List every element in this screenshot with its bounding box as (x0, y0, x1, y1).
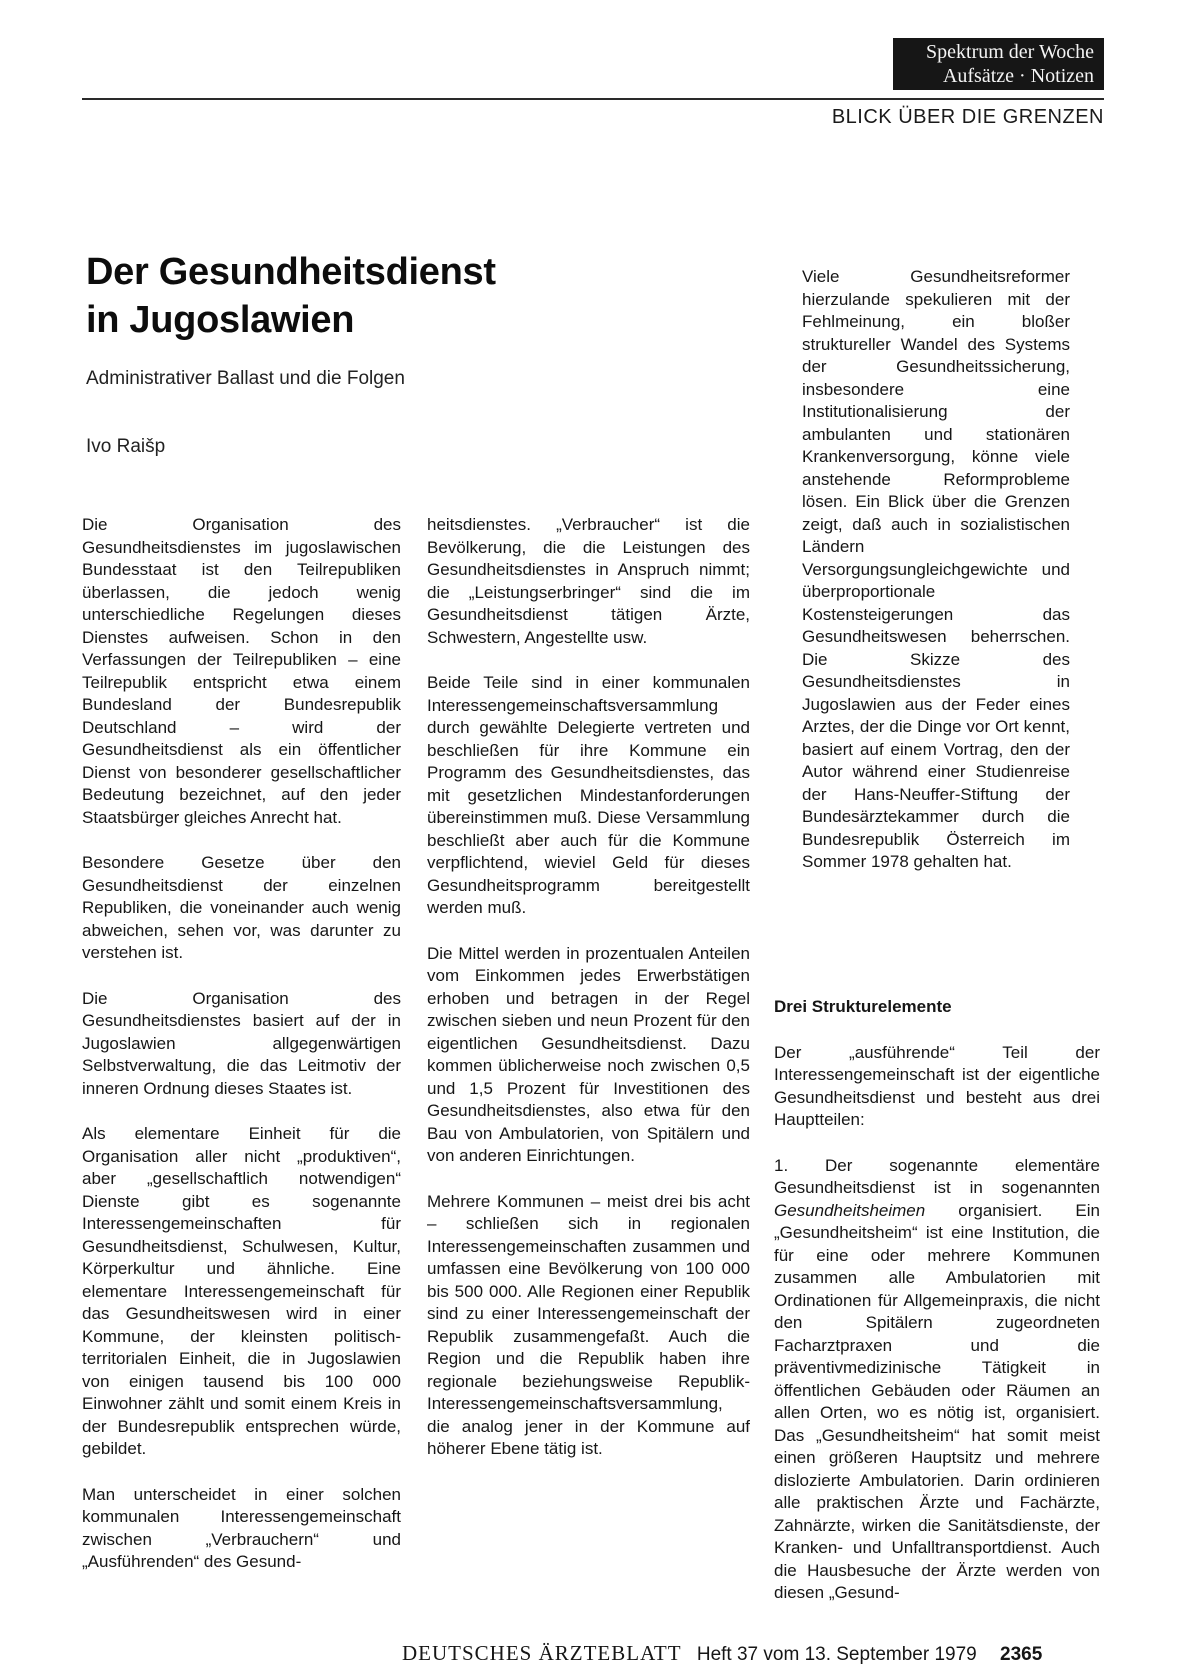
page-footer (402, 1641, 1042, 1666)
issue-info: Heft 37 vom 13. September 1979 (696, 1644, 977, 1665)
paragraph (774, 1155, 1100, 1605)
article-subtitle: Administrativer Ballast und die Folgen (86, 368, 405, 389)
page-number: 2365 (1000, 1644, 1043, 1665)
paragraph: heitsdienstes. „Verbraucher“ ist die Bevölkerung, die die Leistungen des Gesundheitsdienstes in Anspruch nimmt; die „Leistungserbringer“ sind die im Gesundheitsdienst tätigen Ärzte, Schwestern, Angestellte usw. (427, 515, 750, 647)
paragraph: Als elementare Einheit für die Organisation aller nicht „produktiven“, aber „gesellschaftlich notwendigen“ Dienste gibt es sogenannte Interessengemeinschaften für Gesundheitsdienst, Schulwesen, Kultur, Körperkultur und ähnliche. Eine elementare Interessengemeinschaft für das Gesundheitswesen wird in einer Kommune, der kleinsten politisch-territorialen Einheit, die in Jugoslawien von einigen tausend bis 100 000 Einwohner zählt und somit einem Kreis in der Bundesrepublik entsprechen würde, gebildet. (82, 1124, 401, 1458)
journal-name: DEUTSCHES ÄRZTEBLATT (402, 1641, 682, 1665)
column-1 (82, 514, 401, 1574)
section-tag-line1: Spektrum der Woche (926, 41, 1094, 63)
paragraph: Die Mittel werden in prozentualen Anteilen vom Einkommen jedes Erwerbstätigen erhoben und betragen in der Regel zwischen sieben und neun Prozent für den eigentlichen Gesundheitsdienst. Dazu kommen üblicherweise noch zwischen 0,5 und 1,5 Prozent für Investitionen des Gesundheitsdienstes, also etwa für den Bau von Ambulatorien, von Spitälern und von anderen Einrichtungen. (427, 943, 750, 1165)
paragraph: Beide Teile sind in einer kommunalen Interessengemeinschaftsversammlung durch gewählte Delegierte vertreten und beschließen für ihre Kommune ein Programm des Gesundheitsdienstes, das mit gesetzlichen Mindestanforderungen übereinstimmen muß. Diese Versammlung beschließt aber auch für die Kommune verpflichtend, wieviel Geld für dieses Gesundheitsprogramm bereitgestellt werden muß. (427, 673, 750, 917)
section-tag (893, 38, 1104, 90)
paragraph: Die Organisation des Gesundheitsdienstes im jugoslawischen Bundesstaat ist den Teilrepubliken überlassen, die jedoch wenig unterschiedliche Regelungen dieses Dienstes aufweisen. Schon in den Verfassungen der Teilrepubliken – eine Teilrepublik entspricht etwa einem Bundesland der Bundesrepublik Deutschland – wird der Gesundheitsdienst als ein öffentlicher Dienst von besonderer gesellschaftlicher Bedeutung bezeichnet, auf den jeder Staatsbürger gleiches Anrecht hat. (82, 515, 401, 827)
section-heading: Drei Strukturelemente (774, 997, 952, 1016)
title-line-1: Der Gesundheitsdienst (86, 251, 496, 293)
lead-paragraph: Viele Gesundheitsreformer hierzulande spekulieren mit der Fehlmeinung, ein bloßer struktureller Wandel des Systems der Gesundheitssicherung, insbesondere eine Institutionalisierung der ambulanten und stationären Krankenversorgung, könne viele anstehende Reformprobleme lösen. Ein Blick über die Grenzen zeigt, daß auch in sozialistischen Ländern Versorgungsungleichgewichte und überproportionale Kostensteigerungen das Gesundheitswesen beherrschen. Die Skizze des Gesundheitsdienstes in Jugoslawien aus der Feder eines Arztes, der die Dinge vor Ort kennt, basiert auf einem Vortrag, den der Autor während einer Studienreise der Hans-Neuffer-Stiftung der Bundesärztekammer durch die Bundesrepublik Österreich im Sommer 1978 gehalten hat. (802, 267, 1070, 871)
paragraph-text: 1. Der sogenannte elementäre Gesundheitsdienst ist in sogenannten (774, 1155, 1100, 1197)
section-tag-line2: Aufsätze · Notizen (942, 65, 1094, 87)
column-2 (427, 514, 750, 1461)
article-author: Ivo Raišp (86, 436, 166, 457)
paragraph: Der „ausführende“ Teil der Interessengemeinschaft ist der eigentliche Gesundheitsdienst und besteht aus drei Hauptteilen: (774, 1042, 1100, 1129)
title-line-2: in Jugoslawien (86, 299, 355, 341)
emphasis-text: Gesundheitsheimen (774, 1200, 926, 1220)
paragraph: Besondere Gesetze über den Gesundheitsdienst der einzelnen Republiken, die voneinander auch wenig abweichen, sehen vor, was darunter zu verstehen ist. (82, 853, 401, 962)
paragraph-text: organisiert. Ein „Gesundheitsheim“ ist eine Institution, die für eine oder mehrere Kommunen zusammen alle Ambulatorien mit Ordinationen für Allgemeinpraxis, die nicht den Spitälern zugeordneten Facharztpraxen und die präventivmedizinische Tätigkeit in öffentlichen Gebäuden oder Räumen an allen Orten, wo es nötig ist, organisiert. Das „Gesundheitsheim“ hat somit meist einen größeren Hauptsitz und mehrere dislozierte Ambulatorien. Darin ordinieren alle praktischen Ärzte und Fachärzte, Zahnärzte, wirken die Sanitätsdienste, der Kranken- und Unfalltransportdienst. Auch die Hausbesuche der Ärzte werden von diesen „Gesund- (774, 1200, 1100, 1602)
rubric: BLICK ÜBER DIE GRENZEN (831, 106, 1104, 128)
header-rule (82, 98, 1104, 100)
paragraph: Mehrere Kommunen – meist drei bis acht – schließen sich in regionalen Interessengemeinschaften zusammen und umfassen eine Bevölkerung von 100 000 bis 500 000. Alle Regionen einer Republik sind zu einer Interessengemeinschaft der Republik zusammengefaßt. Auch die Region und die Republik haben ihre regionale beziehungsweise Republik-Interessengemeinschaftsversammlung, die analog jener in der Kommune auf höherer Ebene tätig ist. (427, 1191, 750, 1458)
paragraph: Die Organisation des Gesundheitsdienstes basiert auf der in Jugoslawien allgegenwärtigen Selbstverwaltung, die das Leitmotiv der inneren Ordnung dieses Staates ist. (82, 988, 401, 1098)
article-lead (802, 266, 1070, 874)
paragraph: Man unterscheidet in einer solchen kommunalen Interessengemeinschaft zwischen „Verbrauchern“ und „Ausführenden“ des Gesund- (82, 1484, 401, 1571)
column-3 (774, 996, 1100, 1605)
article-title (86, 248, 496, 344)
